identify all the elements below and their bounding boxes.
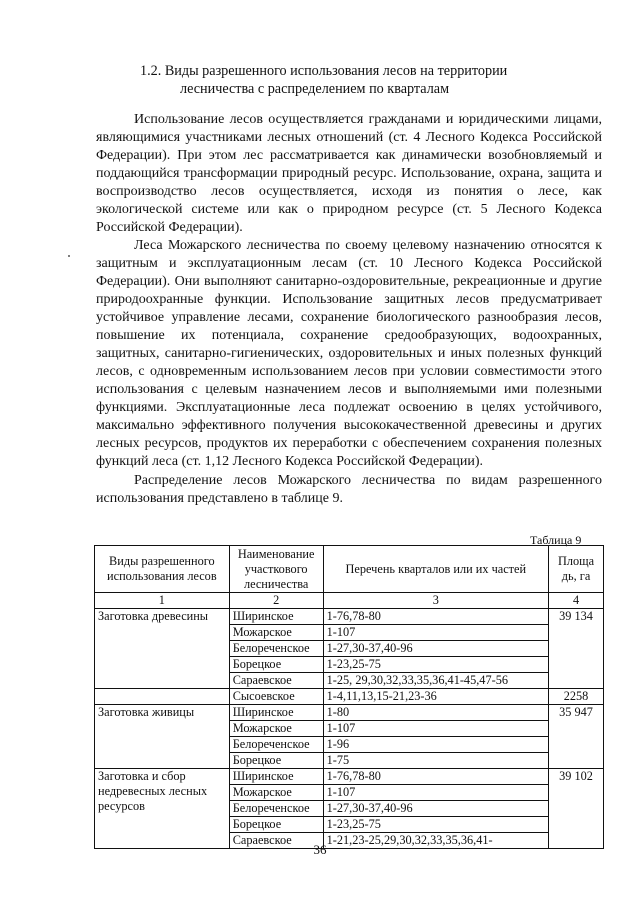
cell-use-type: Заготовка древесины	[95, 609, 230, 689]
header-quarters: Перечень кварталов или их частей	[323, 546, 548, 593]
column-number: 4	[549, 593, 604, 609]
cell-district: Можарское	[229, 625, 323, 641]
table-row	[95, 689, 604, 705]
table-row	[95, 609, 604, 625]
header-area: Площа дь, га	[549, 546, 604, 593]
cell-quarters: 1-25, 29,30,32,33,35,36,41-45,47-56	[323, 673, 548, 689]
section-heading-line-2: лесничества с распределением по кварталам	[180, 81, 450, 97]
paragraph-3: Распределение лесов Можарского лесничества по видам разрешенного использования представлено в таблице 9.	[96, 473, 602, 506]
section-heading	[140, 62, 570, 98]
cell-district: Ширинское	[229, 705, 323, 721]
header-use-type: Виды разрешенного использования лесов	[95, 546, 230, 593]
cell-quarters: 1-23,25-75	[323, 657, 548, 673]
cell-district: Белореченское	[229, 801, 323, 817]
scan-speck	[68, 255, 70, 257]
cell-quarters: 1-107	[323, 785, 548, 801]
cell-district: Сараевское	[229, 673, 323, 689]
cell-use-type	[95, 689, 230, 705]
cell-use-type: Заготовка живицы	[95, 705, 230, 769]
page-number: 36	[313, 842, 327, 857]
cell-district: Белореченское	[229, 737, 323, 753]
column-number: 1	[95, 593, 230, 609]
cell-district: Ширинское	[229, 769, 323, 785]
cell-quarters: 1-21,23-25,29,30,32,33,35,36,41-	[323, 833, 548, 849]
cell-district: Белореченское	[229, 641, 323, 657]
cell-district: Сараевское	[229, 833, 323, 849]
paragraph-2: Леса Можарского лесничества по своему целевому назначению относятся к защитным и эксплуатационным лесам (ст. 10 Лесного Кодекса Российской Федерации). Они выполняют санитарно-оздоровительные, рекреационные и другие природоохранные функции. Использование защитных лесов предусматривает устойчивое управление лесами, сохранение биологического разнообразия лесов, повышение их потенциала, сохранение средообразующих, водоохранных, защитных, санитарно-гигиенических, оздоровительных и иных полезных функций лесов, с одновременным использованием лесов при условии совместимости этого использования с целевым назначением лесов и выполняемыми ими полезными функциями. Эксплуатационные леса подлежат освоению в целях устойчивого, максимально эффективного получения высококачественной древесины и других лесных ресурсов, продуктов их переработки с обеспечением сохранения полезных функций леса (ст. 1,12 Лесного Кодекса Российской Федерации).	[96, 238, 602, 469]
cell-use-type: Заготовка и сбор недревесных лесных ресурсов	[95, 769, 230, 849]
column-number: 3	[323, 593, 548, 609]
cell-district: Можарское	[229, 721, 323, 737]
section-heading-line-1: 1.2. Виды разрешенного использования лесов на территории	[140, 63, 508, 79]
cell-district: Ширинское	[229, 609, 323, 625]
cell-area: 35 947	[549, 705, 604, 769]
cell-area: 39 102	[549, 769, 604, 849]
cell-quarters: 1-107	[323, 625, 548, 641]
table-header-row	[95, 546, 604, 593]
table-row	[95, 705, 604, 721]
cell-area: 39 134	[549, 609, 604, 689]
column-number-row	[95, 593, 604, 609]
cell-quarters: 1-96	[323, 737, 548, 753]
cell-area: 2258	[549, 689, 604, 705]
cell-district: Борецкое	[229, 817, 323, 833]
column-number: 2	[229, 593, 323, 609]
cell-quarters: 1-80	[323, 705, 548, 721]
cell-district: Борецкое	[229, 753, 323, 769]
body-text	[96, 111, 602, 508]
cell-quarters: 1-4,11,13,15-21,23-36	[323, 689, 548, 705]
header-district: Наименование участкового лесничества	[229, 546, 323, 593]
table-body	[95, 609, 604, 849]
cell-quarters: 1-107	[323, 721, 548, 737]
cell-quarters: 1-75	[323, 753, 548, 769]
table-caption: Таблица 9	[530, 533, 582, 547]
cell-district: Сысоевское	[229, 689, 323, 705]
cell-quarters: 1-23,25-75	[323, 817, 548, 833]
cell-district: Борецкое	[229, 657, 323, 673]
cell-quarters: 1-27,30-37,40-96	[323, 801, 548, 817]
cell-quarters: 1-27,30-37,40-96	[323, 641, 548, 657]
cell-quarters: 1-76,78-80	[323, 609, 548, 625]
cell-quarters: 1-76,78-80	[323, 769, 548, 785]
paragraph-1: Использование лесов осуществляется гражданами и юридическими лицами, являющимися участниками лесных отношений (ст. 4 Лесного Кодекса Российской Федерации). При этом лес рассматривается как динамически возобновляемый и поддающийся трансформации природный ресурс. Использование, охрана, защита и воспроизводство лесов осуществляется, исходя из понятия о лесе, как экологической системе или как о природном ресурсе (ст. 5 Лесного Кодекса Российской Федерации).	[96, 112, 602, 235]
forest-use-table	[94, 545, 604, 849]
table-row	[95, 769, 604, 785]
cell-district: Можарское	[229, 785, 323, 801]
